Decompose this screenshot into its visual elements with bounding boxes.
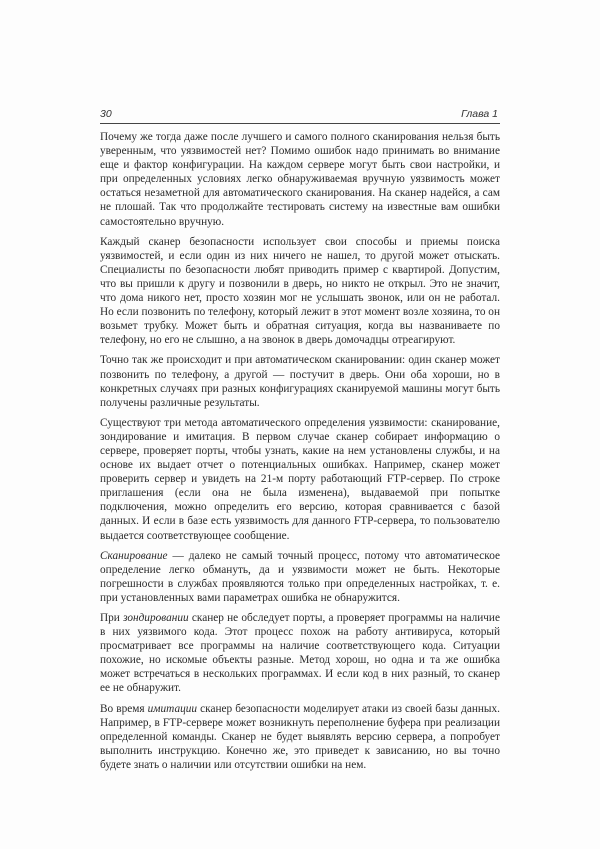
paragraph-6 — [100, 611, 500, 696]
paragraph-7 — [100, 702, 500, 772]
chapter-label: Глава 1 — [461, 108, 498, 120]
paragraph-7-lead: Во время — [100, 702, 148, 715]
running-header — [100, 108, 498, 124]
term-imitation: имитации — [147, 702, 198, 715]
paragraph-7-text: сканер безопасности моделирует атаки из своей базы данных. Например, в FTP-сервере может возникнуть переполнение буфера при реализации определенной команды. Сканер не будет выявлять версию сервера, а попробует выполнить инструкцию. Конечно же, это приведет к зависанию, но вы точно будете знать о наличии или отсутствии ошибки на нем. — [100, 702, 500, 771]
paragraph-1: Почему же тогда даже после лучшего и самого полного сканирования нельзя быть уверенным, что уязвимостей нет? Помимо ошибок надо принимать во внимание еще и фактор конфигурации. На каждом сервере могут быть свои настройки, и при определенных условиях легко обнаруживаемая вручную уязвимость может остаться незаметной для автоматического сканирования. На сканер надейся, а сам не плошай. Так что продолжайте тестировать систему на известные вам ошибки самостоятельно вручную. — [100, 131, 500, 228]
paragraph-5-text: — далеко не самый точный процесс, потому что автоматическое определение легко обмануть, да и уязвимости может не быть. Некоторые погрешности в службах проявляются только при определенных настройках, т. е. при установленных вами параметрах ошибка не обнаружится. — [100, 549, 500, 604]
term-scanning: Сканирование — [100, 549, 168, 562]
paragraph-6-text: сканер не обследует порты, а проверяет программы на наличие в них уязвимого кода. Этот процесс похож на работу антивируса, который просматривает все программы на наличие соответствующего кода. Ситуации похожие, но искомые объекты разные. Метод хорош, но одна и та же ошибка может встречаться в нескольких программах. И если код в них разный, то сканер ее не обнаружит. — [100, 612, 500, 695]
header-rule — [100, 123, 500, 124]
paragraph-3: Точно так же происходит и при автоматическом сканировании: один сканер может позвонить по телефону, а другой — постучит в дверь. Они оба хороши, но в конкретных случаях при разных конфигурациях сканируемой машины могут быть получены различные результаты. — [100, 354, 500, 409]
term-probing: зондировании — [123, 612, 189, 624]
paragraph-2: Каждый сканер безопасности использует свои способы и приемы поиска уязвимостей, и если один из них ничего не нашел, то другой может отыскать. Специалисты по безопасности любят приводить пример с квартирой. Допустим, что вы пришли к другу и позвонили в дверь, но никто не открыл. Это не значит, что дома никого нет, просто хозяин мог не услышать звонок, или он не работал. Но если позвонить по телефону, который лежит в этот момент возле хозяина, то он возьмет трубку. Может быть и обратная ситуация, когда вы названиваете по телефону, но его не слышно, а на звонок в дверь домочадцы отреагируют. — [100, 235, 500, 347]
page-number: 30 — [100, 108, 112, 120]
paragraph-5 — [100, 549, 500, 605]
body-text — [100, 130, 500, 778]
paragraph-4: Существуют три метода автоматического определения уязвимости: сканирование, зондирование и имитация. В первом случае сканер собирает информацию о сервере, проверяет порты, чтобы узнать, какие на нем установлены службы, и на основе их выдает отчет о потенциальных ошибках. Например, сканер может проверить сервер и увидеть на 21-м порту работающий FTP-сервер. По строке приглашения (если она не была изменена), выдаваемой при попытке подключения, можно определить его версию, которая сравнивается с базой данных. И если в базе есть уязвимость для данного FTP-сервера, то пользователю выдается соответствующее сообщение. — [100, 416, 500, 542]
paragraph-6-lead: При — [100, 612, 124, 624]
